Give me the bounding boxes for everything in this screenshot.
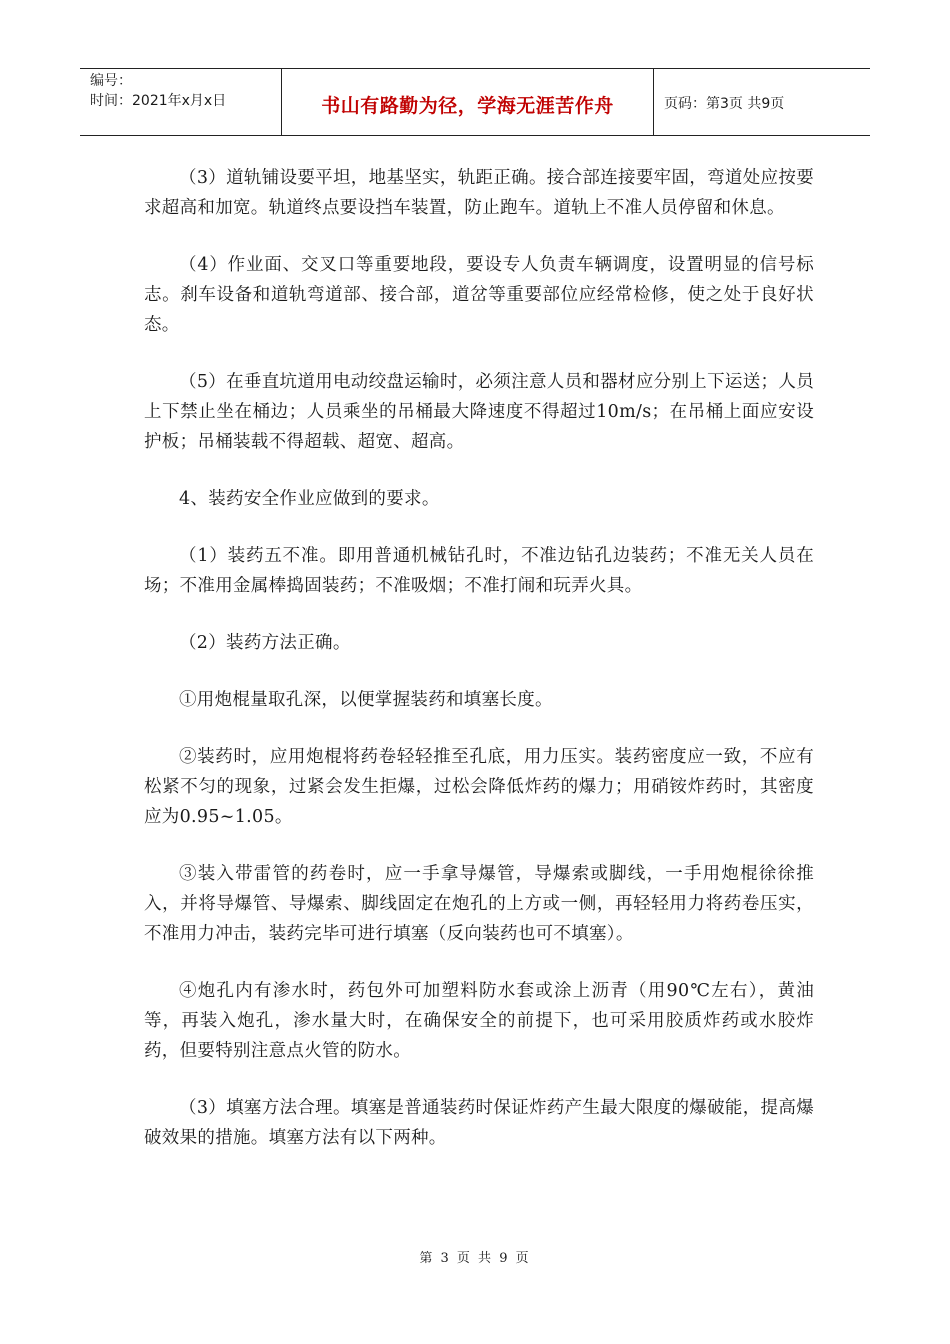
header-meta-cell (80, 69, 282, 135)
list-item: ③装入带雷管的药卷时，应一手拿导爆管，导爆索或脚线，一手用炮棍徐徐推入，并将导爆管、导爆索、脚线固定在炮孔的上方或一侧，再轻轻用力将药卷压实，不准用力冲击，装药完毕可进行填塞（反向装药也可不填塞）。 (144, 864, 814, 944)
header-motto-cell (282, 69, 654, 135)
list-item: ④炮孔内有渗水时，药包外可加塑料防水套或涂上沥青（用90℃左右），黄油等，再装入炮孔，渗水量大时，在确保安全的前提下，也可采用胶质炸药或水胶炸药，但要特别注意点火管的防水。 (144, 981, 814, 1061)
subsection-heading: （2）装药方法正确。 (179, 633, 351, 653)
date-label: 时间：2021年x月x日 (90, 93, 227, 109)
header-page-cell (654, 69, 870, 135)
page-footer: 第 3 页 共 9 页 (419, 1251, 531, 1266)
list-item: ①用炮棍量取孔深，以便掌握装药和填塞长度。 (179, 690, 553, 710)
page-info: 页码：第3页 共9页 (664, 96, 785, 112)
document-body (144, 163, 814, 1180)
motto-text: 书山有路勤为径，学海无涯苦作舟 (321, 94, 614, 117)
doc-number-label: 编号： (90, 73, 132, 89)
section-heading: 4、装药安全作业应做到的要求。 (179, 489, 440, 509)
paragraph: （3）道轨铺设要平坦，地基坚实，轨距正确。接合部连接要牢固，弯道处应按要求超高和加宽。轨道终点要设挡车装置，防止跑车。道轨上不准人员停留和休息。 (144, 168, 814, 218)
paragraph: （4）作业面、交叉口等重要地段，要设专人负责车辆调度，设置明显的信号标志。刹车设备和道轨弯道部、接合部，道岔等重要部位应经常检修，使之处于良好状态。 (144, 255, 814, 335)
page-header (80, 68, 870, 136)
paragraph: （3）填塞方法合理。填塞是普通装药时保证炸药产生最大限度的爆破能，提高爆破效果的措施。填塞方法有以下两种。 (144, 1098, 814, 1148)
paragraph: （5）在垂直坑道用电动绞盘运输时，必须注意人员和器材应分别上下运送；人员上下禁止坐在桶边；人员乘坐的吊桶最大降速度不得超过10m/s；在吊桶上面应安设护板；吊桶装载不得超载、超宽、超高。 (144, 372, 814, 452)
paragraph: （1）装药五不准。即用普通机械钻孔时，不准边钻孔边装药；不准无关人员在场；不准用金属棒捣固装药；不准吸烟；不准打闹和玩弄火具。 (144, 546, 814, 596)
list-item: ②装药时，应用炮棍将药卷轻轻推至孔底，用力压实。装药密度应一致，不应有松紧不匀的现象，过紧会发生拒爆，过松会降低炸药的爆力；用硝铵炸药时，其密度应为0.95~1.05。 (144, 747, 814, 827)
